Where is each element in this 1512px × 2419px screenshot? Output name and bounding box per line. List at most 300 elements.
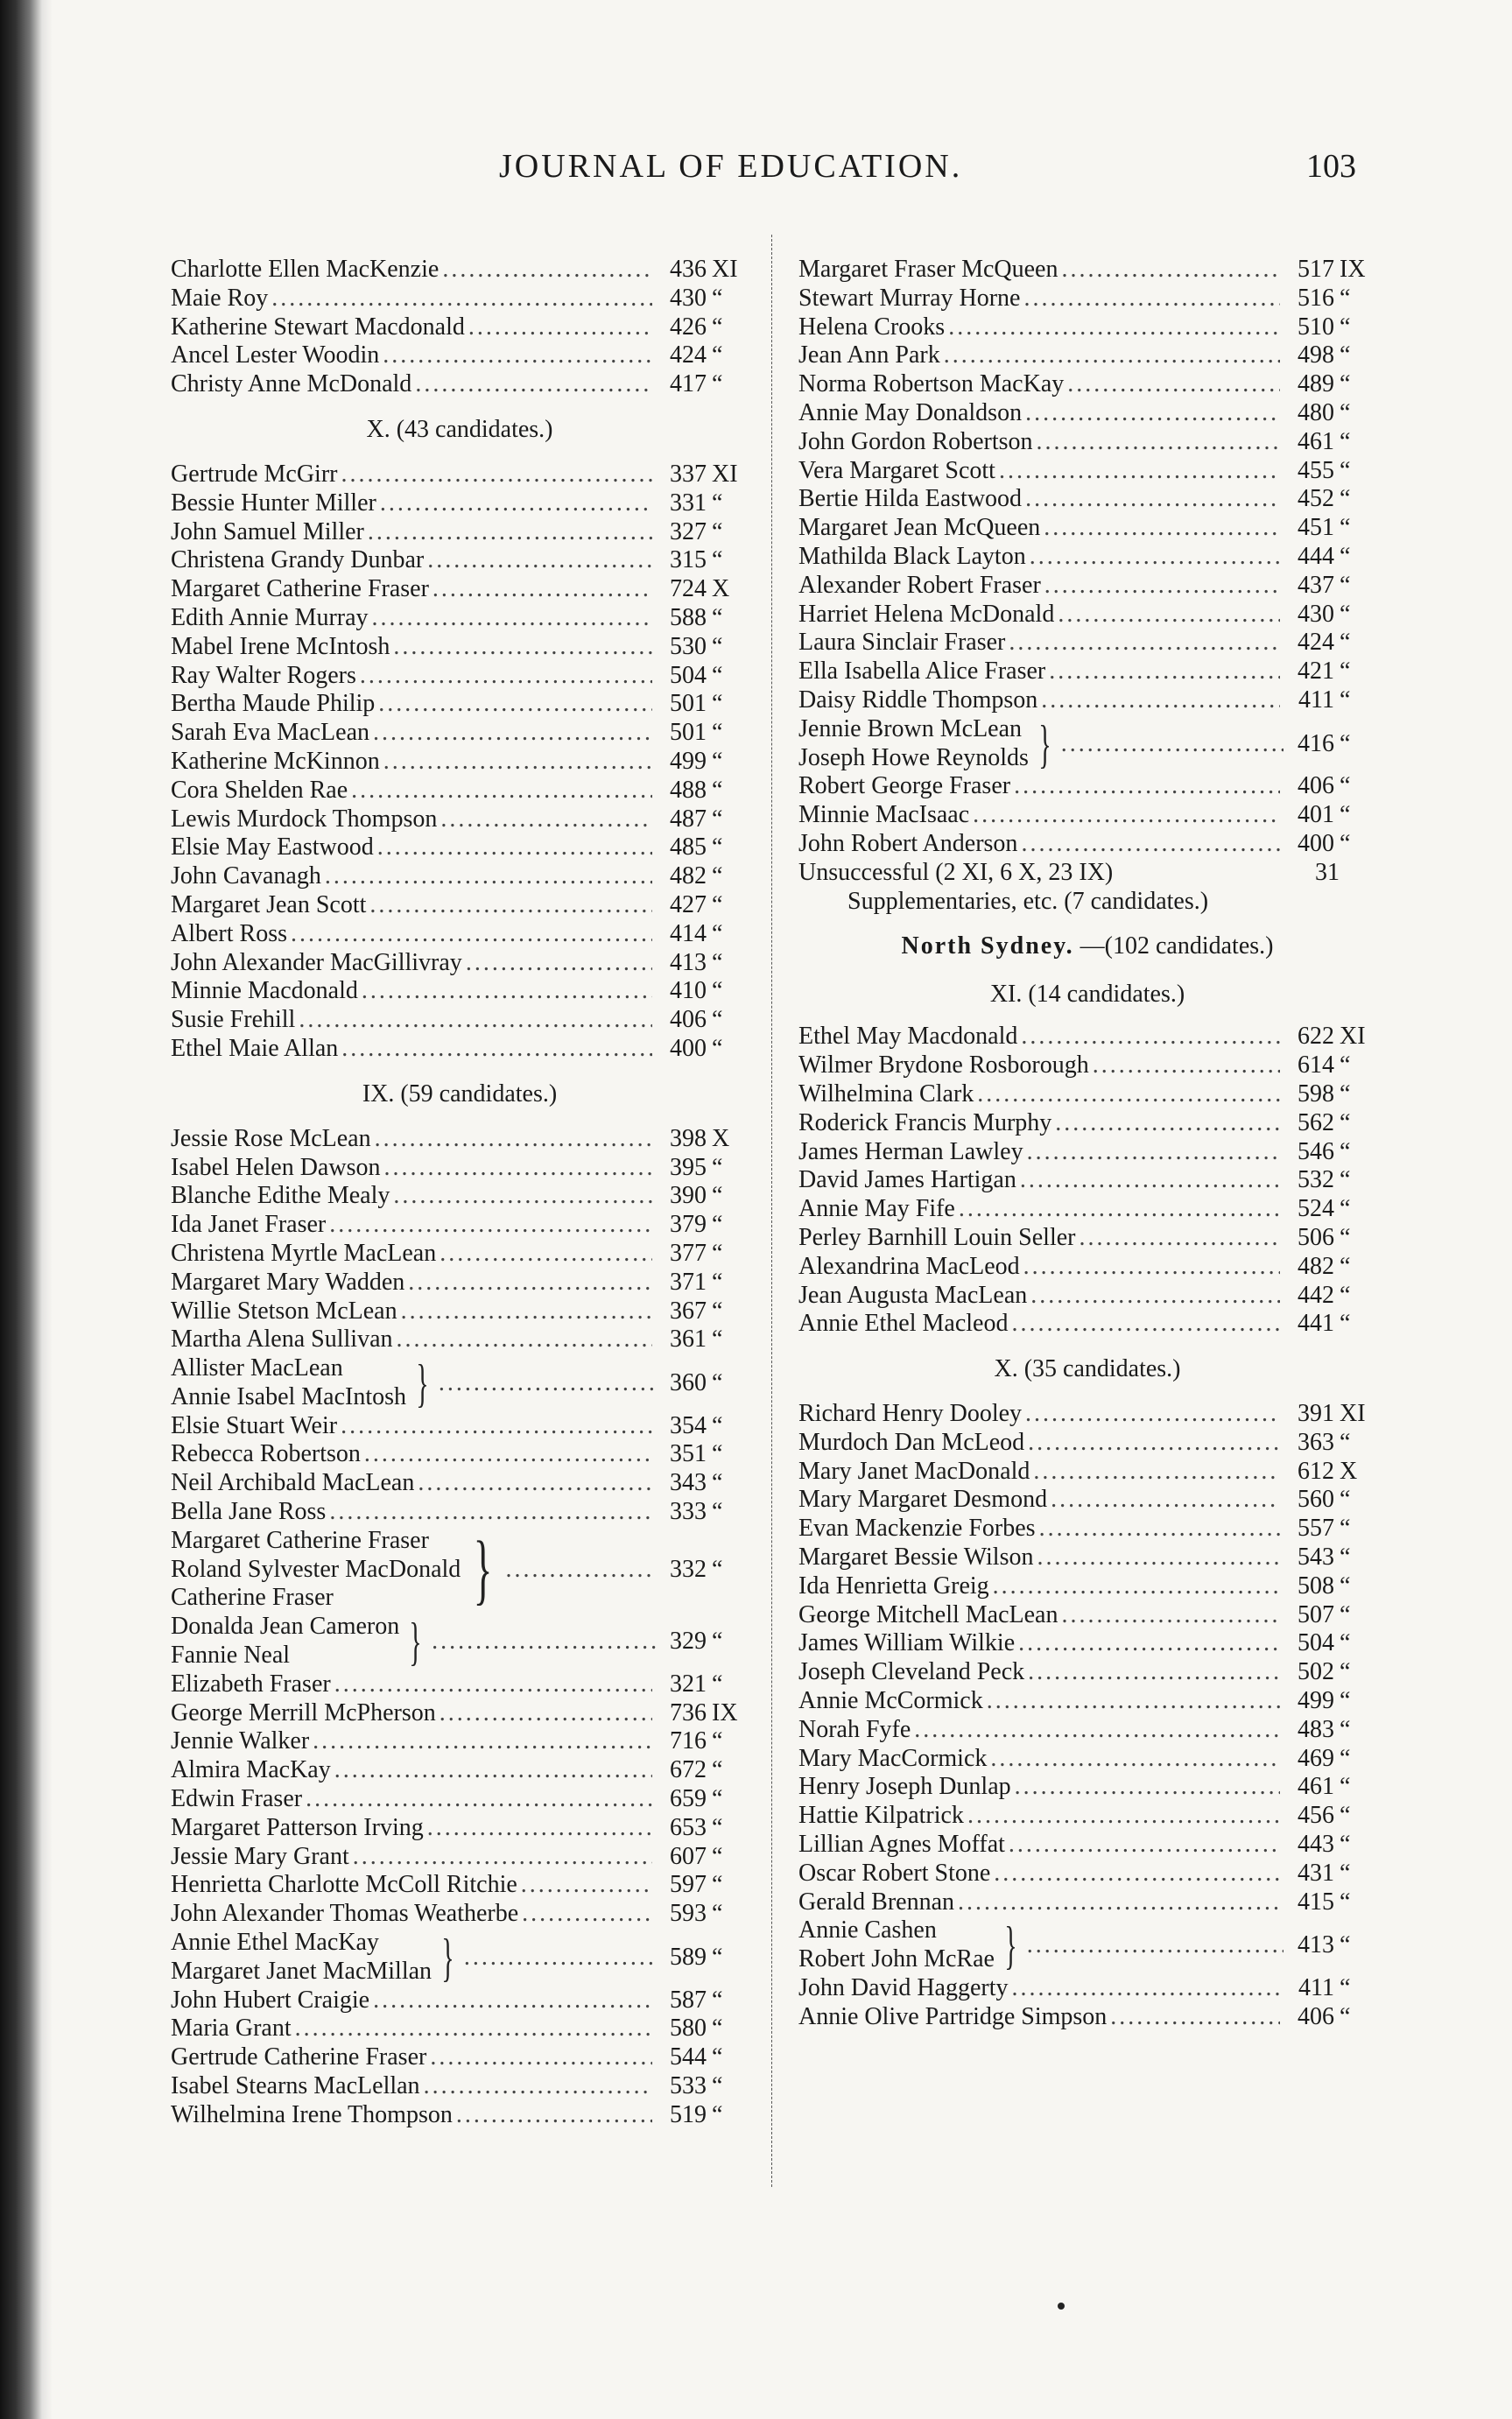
leader-dots bbox=[433, 575, 652, 604]
leader-dots bbox=[1039, 1515, 1280, 1544]
leader-dots bbox=[360, 662, 652, 691]
candidate-grade: “ bbox=[712, 1556, 723, 1584]
candidate-name: Richard Henry Dooley bbox=[798, 1400, 1023, 1428]
candidate-row bbox=[171, 489, 749, 518]
candidate-score: 400 bbox=[1298, 829, 1334, 857]
candidate-name: Christy Anne McDonald bbox=[171, 370, 412, 398]
candidate-grade: “ bbox=[712, 1153, 723, 1181]
candidate-row bbox=[798, 1080, 1376, 1109]
candidate-score: 431 bbox=[1298, 1859, 1334, 1887]
candidate-score: 413 bbox=[1298, 1931, 1334, 1959]
candidate-grade: “ bbox=[1340, 1310, 1351, 1338]
candidate-score: 653 bbox=[670, 1813, 707, 1841]
candidate-grade: “ bbox=[712, 1469, 723, 1497]
candidate-row bbox=[171, 1326, 749, 1354]
candidate-name: Annie Isabel MacIntosh bbox=[171, 1382, 407, 1410]
leader-dots bbox=[1044, 514, 1280, 543]
candidate-grade: “ bbox=[1340, 1079, 1351, 1108]
candidate-name: John Cavanagh bbox=[171, 862, 321, 890]
candidate-row bbox=[798, 1773, 1376, 1802]
candidate-grade: “ bbox=[712, 776, 723, 804]
leader-dots bbox=[341, 461, 652, 489]
candidate-grade: XI bbox=[712, 256, 738, 283]
candidate-grade: “ bbox=[712, 1440, 723, 1468]
candidate-grade: “ bbox=[712, 1182, 723, 1210]
candidate-name: Lewis Murdock Thompson bbox=[171, 805, 438, 833]
candidate-name: Ancel Lester Woodin bbox=[171, 341, 380, 369]
candidate-row bbox=[171, 1670, 749, 1699]
candidate-name: Cora Shelden Rae bbox=[171, 776, 348, 804]
ink-dot bbox=[1058, 2303, 1065, 2310]
leader-dots bbox=[1028, 1658, 1280, 1687]
candidate-score: 499 bbox=[1298, 1687, 1334, 1715]
candidate-name: John Robert Anderson bbox=[798, 829, 1018, 857]
candidate-grade: “ bbox=[712, 341, 723, 369]
leader-dots bbox=[1025, 399, 1280, 428]
leader-dots bbox=[1067, 370, 1280, 399]
candidate-row bbox=[171, 518, 749, 547]
candidate-row bbox=[798, 1429, 1376, 1458]
candidate-row bbox=[798, 285, 1376, 313]
candidate-row bbox=[798, 801, 1376, 830]
leader-dots bbox=[1027, 1931, 1283, 1959]
candidate-score: 415 bbox=[1298, 1888, 1334, 1916]
candidate-name: John Alexander MacGillivray bbox=[171, 948, 462, 976]
leader-dots bbox=[993, 1572, 1280, 1601]
candidate-row bbox=[171, 833, 749, 862]
unsuccessful-text: Unsuccessful (2 XI, 6 X, 23 IX) bbox=[798, 858, 1114, 886]
candidate-name: Katherine Stewart Macdonald bbox=[171, 313, 465, 341]
candidate-row bbox=[171, 575, 749, 604]
candidate-row bbox=[798, 657, 1376, 686]
candidate-name: Gertrude Catherine Fraser bbox=[171, 2043, 427, 2071]
candidate-row bbox=[798, 457, 1376, 486]
leader-dots bbox=[306, 1785, 652, 1814]
unsuccessful-summary bbox=[798, 859, 1376, 917]
candidate-score: 588 bbox=[670, 603, 707, 631]
candidate-grade: “ bbox=[1340, 1715, 1351, 1743]
brace-mark: } bbox=[409, 1613, 422, 1671]
leader-dots bbox=[522, 1900, 652, 1929]
leader-dots bbox=[999, 457, 1280, 486]
district-heading bbox=[798, 916, 1376, 977]
candidate-row bbox=[798, 1051, 1376, 1080]
column-divider bbox=[771, 235, 772, 2187]
list-section-ix-d bbox=[171, 1987, 749, 2130]
candidate-row bbox=[171, 1240, 749, 1269]
candidate-score: 593 bbox=[670, 1900, 707, 1928]
candidate-score: 517 bbox=[1298, 256, 1334, 283]
candidate-row bbox=[798, 1860, 1376, 1888]
leader-dots bbox=[375, 1125, 652, 1154]
candidate-name: Minnie Macdonald bbox=[171, 977, 358, 1005]
candidate-row bbox=[171, 777, 749, 805]
candidate-grade: “ bbox=[712, 1813, 723, 1841]
brace-mark: } bbox=[474, 1526, 493, 1614]
brace-mark: } bbox=[441, 1928, 454, 1987]
leader-dots bbox=[364, 1440, 652, 1469]
candidate-row bbox=[798, 1138, 1376, 1167]
leader-dots bbox=[944, 341, 1280, 370]
candidate-score: 406 bbox=[1298, 772, 1334, 800]
candidate-row bbox=[171, 1756, 749, 1785]
candidate-row bbox=[171, 633, 749, 662]
candidate-grade: “ bbox=[712, 805, 723, 833]
candidate-name: Christena Myrtle MacLean bbox=[171, 1239, 437, 1267]
candidate-row bbox=[171, 1440, 749, 1469]
list-section-ix-a bbox=[171, 1125, 749, 1354]
candidate-score: 487 bbox=[670, 805, 707, 833]
candidate-score: 401 bbox=[1298, 801, 1334, 829]
candidate-name: Joseph Howe Reynolds bbox=[798, 743, 1029, 771]
candidate-score: 469 bbox=[1298, 1744, 1334, 1772]
candidate-row bbox=[798, 772, 1376, 801]
candidate-name: Fannie Neal bbox=[171, 1642, 291, 1670]
candidate-grade: “ bbox=[712, 1498, 723, 1526]
candidate-row bbox=[171, 1006, 749, 1035]
candidate-name: Mathilda Black Layton bbox=[798, 542, 1026, 570]
candidate-name: Jean Ann Park bbox=[798, 341, 940, 369]
candidate-row bbox=[798, 601, 1376, 629]
candidate-row bbox=[171, 690, 749, 719]
leader-dots bbox=[415, 370, 652, 399]
candidate-name: Annie Ethel MacKay bbox=[171, 1929, 379, 1957]
candidate-grade: “ bbox=[1340, 1600, 1351, 1628]
candidate-grade: “ bbox=[712, 517, 723, 545]
candidate-grade: “ bbox=[1340, 1281, 1351, 1309]
candidate-grade: “ bbox=[1340, 1802, 1351, 1830]
candidate-row bbox=[798, 1458, 1376, 1487]
candidate-grade: “ bbox=[1340, 1428, 1351, 1456]
candidate-name: Daisy Riddle Thompson bbox=[798, 686, 1038, 714]
candidate-score: 354 bbox=[670, 1411, 707, 1439]
candidate-name: James William Wilkie bbox=[798, 1629, 1016, 1657]
candidate-row bbox=[798, 1400, 1376, 1429]
candidate-row bbox=[798, 1831, 1376, 1860]
leader-dots bbox=[958, 1888, 1280, 1917]
section-heading-xi: XI. (14 candidates.) bbox=[989, 981, 1185, 1009]
candidate-grade: “ bbox=[712, 690, 723, 718]
candidate-score: 361 bbox=[670, 1326, 707, 1354]
candidate-grade: “ bbox=[1340, 1859, 1351, 1887]
candidate-score: 516 bbox=[1298, 284, 1334, 312]
list-continued-ix-b bbox=[798, 772, 1376, 858]
candidate-grade: “ bbox=[712, 2043, 723, 2071]
candidate-row bbox=[798, 1224, 1376, 1253]
leader-dots bbox=[967, 1802, 1280, 1831]
candidate-row bbox=[798, 256, 1376, 285]
candidate-row bbox=[171, 748, 749, 777]
leader-dots bbox=[291, 920, 652, 949]
leader-dots bbox=[948, 313, 1280, 342]
leader-dots bbox=[440, 1240, 652, 1269]
candidate-grade: XI bbox=[712, 460, 738, 488]
candidate-score: 413 bbox=[670, 948, 707, 976]
list-section-x bbox=[171, 461, 749, 1064]
candidate-name: Roderick Francis Murphy bbox=[798, 1108, 1052, 1136]
candidate-grade: “ bbox=[1340, 1773, 1351, 1801]
candidate-row bbox=[798, 1253, 1376, 1282]
leader-dots bbox=[959, 1195, 1280, 1224]
candidate-grade: “ bbox=[712, 919, 723, 947]
candidate-row bbox=[798, 1515, 1376, 1544]
candidate-grade: XI bbox=[1340, 1400, 1366, 1428]
candidate-grade: “ bbox=[1340, 1572, 1351, 1600]
leader-dots bbox=[313, 1727, 652, 1756]
candidate-row bbox=[798, 1745, 1376, 1774]
candidate-row bbox=[798, 1974, 1376, 2003]
candidate-name: Mabel Irene McIntosh bbox=[171, 632, 390, 660]
candidate-score: 452 bbox=[1298, 485, 1334, 513]
candidate-name: Jennie Walker bbox=[171, 1727, 310, 1755]
candidate-grade: “ bbox=[1340, 456, 1351, 484]
candidate-name: Sarah Eva MacLean bbox=[171, 719, 369, 747]
candidate-name: Roland Sylvester MacDonald bbox=[171, 1555, 461, 1583]
candidate-name: Margaret Catherine Fraser bbox=[171, 575, 429, 603]
candidate-grade: “ bbox=[712, 1268, 723, 1296]
candidate-grade: “ bbox=[1340, 341, 1351, 369]
candidate-score: 351 bbox=[670, 1440, 707, 1468]
leader-dots bbox=[1018, 1629, 1280, 1658]
candidate-name: John Gordon Robertson bbox=[798, 427, 1033, 455]
candidate-name: Maria Grant bbox=[171, 2015, 292, 2043]
candidate-score: 498 bbox=[1298, 341, 1334, 369]
candidate-grade: “ bbox=[712, 1239, 723, 1267]
candidate-score: 482 bbox=[1298, 1252, 1334, 1280]
candidate-row bbox=[171, 1035, 749, 1064]
tie-group bbox=[171, 1929, 749, 1987]
candidate-score: 367 bbox=[670, 1297, 707, 1325]
candidate-score: 587 bbox=[670, 1986, 707, 2014]
candidate-grade: “ bbox=[1340, 542, 1351, 570]
candidate-row bbox=[798, 1629, 1376, 1658]
leader-dots bbox=[442, 256, 652, 285]
candidate-grade: “ bbox=[712, 1727, 723, 1755]
leader-dots bbox=[341, 1412, 652, 1441]
candidate-row bbox=[798, 1601, 1376, 1630]
right-column bbox=[798, 256, 1376, 2032]
leader-dots bbox=[430, 2043, 652, 2072]
candidate-row bbox=[171, 2015, 749, 2043]
candidate-grade: “ bbox=[712, 1628, 723, 1656]
candidate-grade: “ bbox=[1340, 1051, 1351, 1079]
candidate-row bbox=[171, 1182, 749, 1211]
candidate-score: 411 bbox=[1298, 686, 1334, 714]
candidate-row bbox=[798, 428, 1376, 457]
candidate-name: Annie Olive Partridge Simpson bbox=[798, 2002, 1108, 2030]
candidate-row bbox=[171, 920, 749, 949]
leader-dots bbox=[373, 719, 652, 748]
candidate-row bbox=[171, 862, 749, 891]
candidate-name: Jessie Rose McLean bbox=[171, 1124, 371, 1152]
candidate-name: Minnie MacIsaac bbox=[798, 801, 970, 829]
leader-dots bbox=[1110, 2003, 1280, 2032]
candidate-row bbox=[171, 2101, 749, 2130]
candidate-score: 427 bbox=[670, 890, 707, 918]
tie-group-names bbox=[171, 1354, 406, 1412]
candidate-name: Allister MacLean bbox=[171, 1354, 343, 1382]
candidate-name: Ida Janet Fraser bbox=[171, 1211, 327, 1239]
candidate-score: 329 bbox=[670, 1628, 707, 1656]
candidate-row bbox=[798, 485, 1376, 514]
candidate-score: 483 bbox=[1298, 1715, 1334, 1743]
candidate-row bbox=[798, 1282, 1376, 1311]
candidate-name: Alexandrina MacLeod bbox=[798, 1252, 1020, 1280]
leader-dots bbox=[505, 1556, 656, 1584]
candidate-name: Annie May Fife bbox=[798, 1195, 955, 1223]
leader-dots bbox=[401, 1297, 652, 1326]
candidate-row bbox=[171, 370, 749, 399]
candidate-grade: “ bbox=[1340, 772, 1351, 800]
list-section-ix-c bbox=[171, 1670, 749, 1929]
brace-mark: } bbox=[1004, 1916, 1017, 1975]
leader-dots bbox=[334, 1756, 652, 1785]
candidate-score: 716 bbox=[670, 1727, 707, 1755]
candidate-name: Mary Janet MacDonald bbox=[798, 1457, 1030, 1485]
candidate-grade: “ bbox=[712, 1034, 723, 1062]
leader-dots bbox=[1027, 1138, 1280, 1167]
section-heading-x-north: X. (35 candidates.) bbox=[994, 1355, 1181, 1383]
leader-dots bbox=[372, 604, 652, 633]
candidate-name: John Samuel Miller bbox=[171, 517, 364, 545]
candidate-row bbox=[171, 285, 749, 313]
leader-dots bbox=[334, 1670, 652, 1699]
brace-mark: } bbox=[416, 1354, 429, 1412]
candidate-row bbox=[798, 1716, 1376, 1745]
leader-dots bbox=[1058, 601, 1280, 629]
candidate-score: 430 bbox=[670, 284, 707, 312]
candidate-name: Bessie Hunter Miller bbox=[171, 489, 376, 517]
candidate-score: 331 bbox=[670, 489, 707, 517]
candidate-grade: “ bbox=[712, 1756, 723, 1784]
leader-dots bbox=[440, 1699, 652, 1728]
candidate-grade: “ bbox=[712, 1842, 723, 1870]
leader-dots bbox=[973, 801, 1280, 830]
candidate-name: Gerald Brennan bbox=[798, 1888, 955, 1916]
leader-dots bbox=[397, 1326, 652, 1354]
candidate-row bbox=[798, 1023, 1376, 1051]
candidate-score: 379 bbox=[670, 1211, 707, 1239]
candidate-grade: “ bbox=[712, 2072, 723, 2100]
candidate-grade: “ bbox=[1340, 1137, 1351, 1165]
candidate-score: 371 bbox=[670, 1268, 707, 1296]
leader-dots bbox=[1051, 1486, 1280, 1515]
leader-dots bbox=[1037, 428, 1280, 457]
candidate-name: Mary Margaret Desmond bbox=[798, 1486, 1048, 1514]
candidate-score: 519 bbox=[670, 2100, 707, 2128]
candidate-grade: X bbox=[712, 1124, 730, 1152]
candidate-grade: “ bbox=[1340, 514, 1351, 542]
candidate-grade: “ bbox=[1340, 313, 1351, 341]
scanned-page-edge bbox=[0, 0, 53, 2419]
candidate-row bbox=[171, 546, 749, 575]
candidate-score: 456 bbox=[1298, 1802, 1334, 1830]
candidate-name: Christena Grandy Dunbar bbox=[171, 546, 425, 574]
candidate-grade: “ bbox=[712, 1900, 723, 1928]
candidate-grade: “ bbox=[712, 948, 723, 976]
list-section-xi bbox=[798, 1023, 1376, 1339]
candidate-grade: “ bbox=[1340, 1252, 1351, 1280]
candidate-row bbox=[798, 629, 1376, 657]
candidate-grade: XI bbox=[1340, 1023, 1366, 1051]
candidate-row bbox=[171, 1900, 749, 1929]
leader-dots bbox=[1061, 256, 1280, 285]
leader-dots bbox=[466, 949, 652, 978]
candidate-score: 390 bbox=[670, 1182, 707, 1210]
candidate-score: 560 bbox=[1298, 1486, 1334, 1514]
candidate-score: 395 bbox=[670, 1153, 707, 1181]
candidate-name: Vera Margaret Scott bbox=[798, 456, 995, 484]
leader-dots bbox=[1079, 1224, 1281, 1253]
candidate-name: Henrietta Charlotte McColl Ritchie bbox=[171, 1871, 517, 1899]
candidate-name: Annie Ethel Macleod bbox=[798, 1310, 1009, 1338]
candidate-name: Bertha Maude Philip bbox=[171, 690, 376, 718]
candidate-grade: “ bbox=[712, 1411, 723, 1439]
tie-group-names bbox=[171, 1929, 432, 1987]
candidate-row bbox=[798, 1658, 1376, 1687]
leader-dots bbox=[1044, 572, 1280, 601]
candidate-row bbox=[171, 1727, 749, 1756]
candidate-score: 488 bbox=[670, 776, 707, 804]
candidate-score: 406 bbox=[670, 1006, 707, 1034]
candidate-score: 337 bbox=[670, 460, 707, 488]
candidate-row bbox=[798, 1310, 1376, 1339]
candidate-row bbox=[171, 604, 749, 633]
candidate-name: Norma Robertson MacKay bbox=[798, 370, 1065, 398]
candidate-row bbox=[171, 1699, 749, 1728]
candidate-grade: “ bbox=[1340, 600, 1351, 628]
candidate-grade: “ bbox=[1340, 1629, 1351, 1657]
candidate-score: 327 bbox=[670, 517, 707, 545]
candidate-grade: “ bbox=[1340, 1888, 1351, 1916]
leader-dots bbox=[987, 1687, 1280, 1716]
candidate-grade: “ bbox=[1340, 1486, 1351, 1514]
candidate-name: Joseph Cleveland Peck bbox=[798, 1658, 1025, 1686]
page-header bbox=[0, 147, 1512, 200]
candidate-name: Jessie Mary Grant bbox=[171, 1842, 349, 1870]
candidate-name: Margaret Bessie Wilson bbox=[798, 1544, 1034, 1572]
candidate-grade: “ bbox=[712, 890, 723, 918]
candidate-score: 504 bbox=[1298, 1629, 1334, 1657]
candidate-grade: “ bbox=[1340, 571, 1351, 599]
candidate-score: 544 bbox=[670, 2043, 707, 2071]
candidate-grade: “ bbox=[712, 313, 723, 341]
candidate-row bbox=[798, 830, 1376, 859]
unsuccessful-count: 31 bbox=[1315, 858, 1340, 886]
list-section-ix-b bbox=[171, 1412, 749, 1527]
candidate-row bbox=[171, 1269, 749, 1297]
candidate-name: Margaret Janet MacMillan bbox=[171, 1957, 433, 1985]
leader-dots bbox=[393, 1182, 652, 1211]
candidate-name: Margaret Fraser McQueen bbox=[798, 256, 1058, 283]
candidate-grade: “ bbox=[1340, 629, 1351, 657]
candidate-grade: “ bbox=[712, 977, 723, 1005]
leader-dots bbox=[1021, 830, 1280, 859]
candidate-grade: “ bbox=[1340, 1223, 1351, 1251]
left-column bbox=[171, 256, 749, 2130]
candidate-name: Perley Barnhill Louin Seller bbox=[798, 1223, 1076, 1251]
candidate-grade: “ bbox=[1340, 829, 1351, 857]
candidate-score: 400 bbox=[670, 1034, 707, 1062]
candidate-grade: “ bbox=[712, 632, 723, 660]
tie-group bbox=[171, 1354, 749, 1412]
candidate-grade: “ bbox=[712, 1871, 723, 1899]
candidate-grade: “ bbox=[1340, 1544, 1351, 1572]
candidate-score: 377 bbox=[670, 1239, 707, 1267]
leader-dots bbox=[1023, 285, 1280, 313]
section-heading-ix: IX. (59 candidates.) bbox=[362, 1079, 558, 1108]
candidate-grade: “ bbox=[712, 1326, 723, 1354]
